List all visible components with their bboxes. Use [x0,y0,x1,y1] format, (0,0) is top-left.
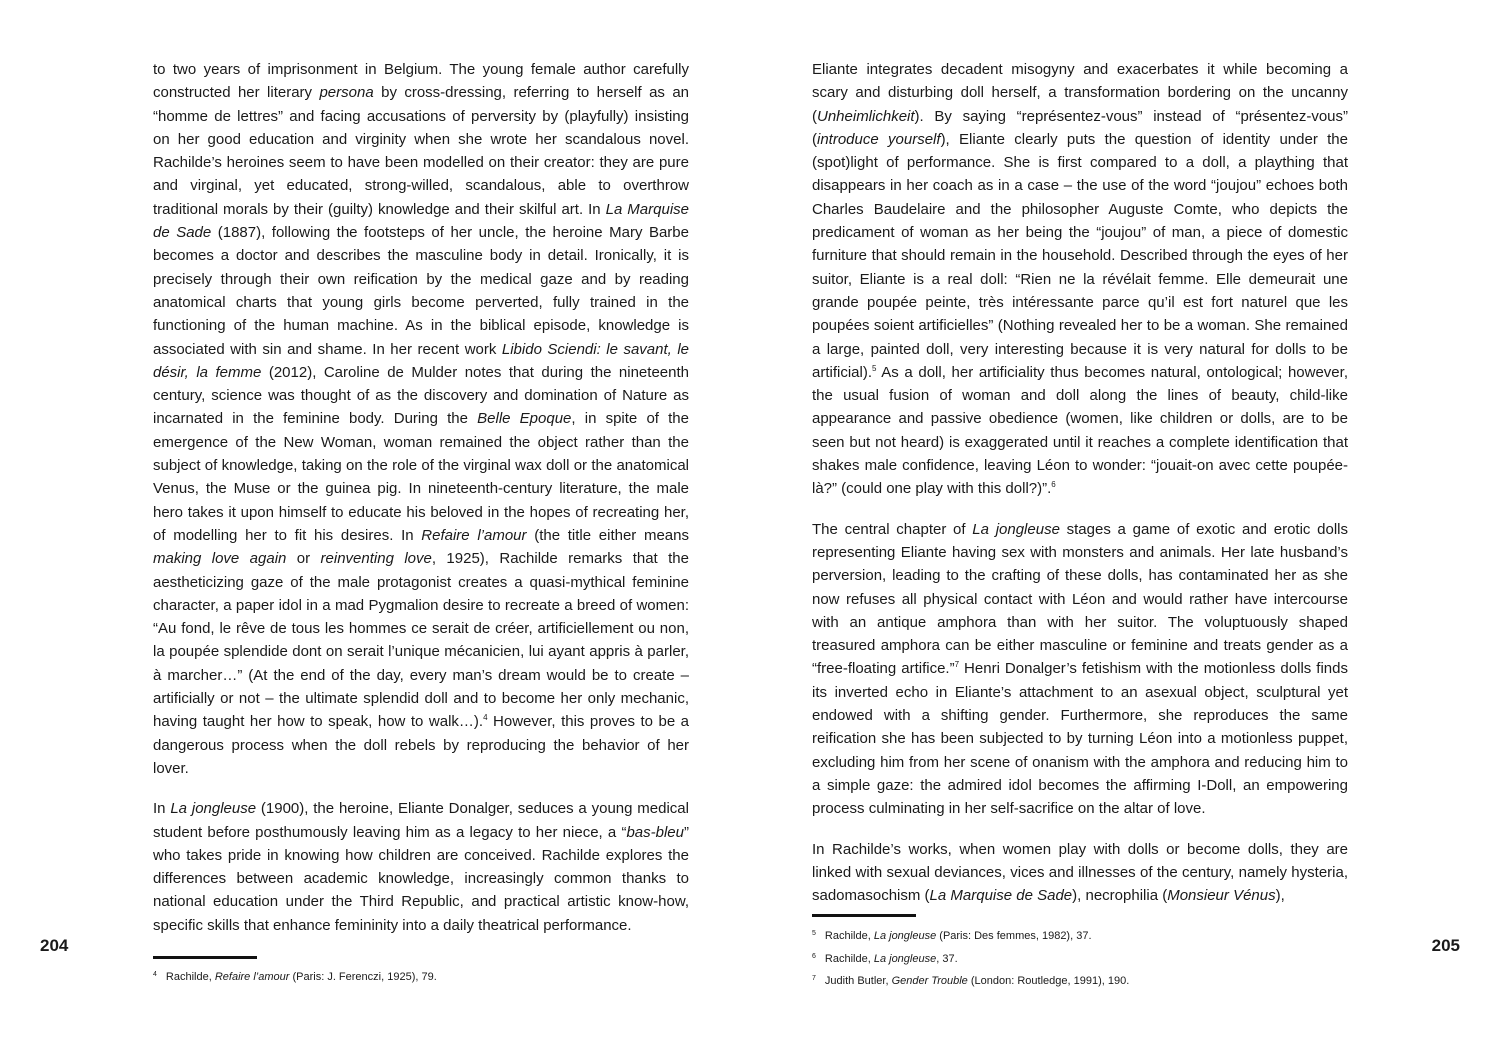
paragraph: In Rachilde’s works, when women play with dolls or become dolls, they are linked with sexual deviances, vices and illnesses of the century, namely hysteria, sadomasochism (La Marquise de Sade), necrophilia (Monsieur Vénus), [812,840,1348,905]
footnote: 5 Rachilde, La jongleuse (Paris: Des femmes, 1982), 37. [812,930,1092,942]
footnote-ref[interactable]: 5 [872,363,877,373]
footnote-ref[interactable]: 6 [1051,480,1056,490]
paragraph: In La jongleuse (1900), the heroine, Eliante Donalger, seduces a young medical student before posthumously leaving him as a legacy to her niece, a “bas-bleu” who takes pride in knowing how children are conceived. Rachilde explores the differences between academic knowledge, increasingly common thanks to national education under the Third Republic, and practical artistic know-how, specific skills that enhance femininity into a daily theatrical performance. [153,800,689,934]
footnote-ref[interactable]: 7 [954,660,960,670]
paragraph: The central chapter of La jongleuse stages a game of exotic and erotic dolls representing Eliante having sex with monsters and animals. Her late husband’s perversion, leading to the crafting of these dolls, has contaminated her as she now refuses all physical contact with Léon and would rather have intercourse with an antique amphora than with her suitor. The voluptuously shaped treasured amphora can be either masculine or feminine and treats gender as a “free-floating artifice.”$^7$ Henri Donalger’s fetishism with the motionless dolls finds its inverted echo in Eliante’s attachment to an asexual object, sculptural yet endowed with a shifting gender. Furthermore, she reproduces the same reification she has been subjected to by turning Léon into a motionless puppet, excluding him from her scene of onanism with the amphora and reducing him to a simple gaze: the admired idol becomes the affirming I-Doll, an empowering process culminating in her self-sacrifice on the altar of love. [812,520,1348,818]
footnotes [812,927,1129,995]
page-number: 205 [1431,936,1460,955]
footnote: 4 Rachilde, Refaire l’amour (Paris: J. Ferenczi, 1925), 79. [153,971,437,983]
left-page-body [153,58,689,937]
footnotes [153,968,437,991]
page-number: 204 [40,936,69,955]
footnote-divider [153,956,257,959]
footnote: 7 Judith Butler, Gender Trouble (London: Routledge, 1991), 190. [812,975,1130,987]
footnote-ref[interactable]: 4 [483,713,488,723]
paragraph: to two years of imprisonment in Belgium. The young female author carefully constructed her literary persona by cross-dressing, referring to herself as an “homme de lettres” and facing accusations of perversity by (playfully) insisting on her good education and virginity when she wrote her scandalous novel. Rachilde’s heroines seem to have been modelled on their creator: they are pure and virginal, yet educated, strong-willed, scandalous, able to overthrow traditional morals by their (guilty) knowledge and their skilful art. In La Marquise de Sade (1887), following the footsteps of her uncle, the heroine Mary Barbe becomes a doctor and describes the masculine body in detail. Ironically, it is precisely through their own reification by the medical gaze and by reading anatomical charts that young girls become perverted, fully trained in the functioning of the human machine. As in the biblical episode, knowledge is associated with sin and shame. In her recent work Libido Sciendi: le savant, le désir, la femme (2012), Caroline de Mulder notes that during the nineteenth century, science was thought of as the discovery and domination of Nature as incarnated in the feminine body. During the Belle Epoque, in spite of the emergence of the New Woman, woman remained the object rather than the subject of knowledge, taking on the role of the virginal wax doll or the anatomical Venus, the Muse or the guinea pig. In nineteenth-century literature, the male hero takes it upon himself to educate his beloved in the hopes of recreating her, of modelling her to fit his desires. In Refaire l’amour (the title either means making love again or reinventing love, 1925), Rachilde remarks that the aestheticizing gaze of the male protagonist creates a quasi-mythical feminine character, a paper idol in a mad Pygmalion desire to recreate a breed of women: “Au fond, le rêve de tous les hommes ce serait de créer, artificiellement ou non, la poupée splendide dont on serait l’unique mécanicien, lui ayant appris à parler, à marcher…” (At the end of the day, every man’s dream would be to create – artificially or not – the ultimate splendid doll and to become her only mechanic, having taught her how to speak, how to walk…).$^4$ However, this proves to be a dangerous process when the doll rebels by reproducing the behavior of her lover. [153,61,690,777]
footnote: 6 Rachilde, La jongleuse, 37. [812,952,958,965]
paragraph: Eliante integrates decadent misogyny and exacerbates it while becoming a scary and disturbing doll herself, a transformation bordering on the uncanny (Unheimlichkeit). By saying “représentez-vous” instead of “présentez-vous” (introduce yourself), Eliante clearly puts the question of identity under the (spot)light of performance. She is first compared to a doll, a plaything that disappears in her coach as in a case – the use of the word “joujou” echoes both Charles Baudelaire and the philosopher Auguste Comte, who depicts the predicament of woman as her being the “joujou” of man, a piece of domestic furniture that should remain in the household. Described through the eyes of her suitor, Eliante is a real doll: “Rien ne la révélait femme. Elle demeurait une grande poupée peinte, très intéressante parce qu’il est fort naturel que les poupées soient artificielles” (Nothing revealed her to be a woman. She remained a large, painted doll, very interesting because it is very natural for dolls to be artificial).$^5$ As a doll, her artificiality thus becomes natural, ontological; however, the usual fusion of woman and doll along the lines of beauty, child-like appearance and passive obedience (women, like children or dolls, are to be seen but not heard) is exaggerated until it reaches a complete identification that shakes male confidence, leaving Léon to wonder: “jouait-on avec cette poupée-là?” (could one play with this doll?)”.$^6$ [812,61,1348,498]
footnote-divider [812,914,916,917]
right-page-body [812,58,1348,907]
